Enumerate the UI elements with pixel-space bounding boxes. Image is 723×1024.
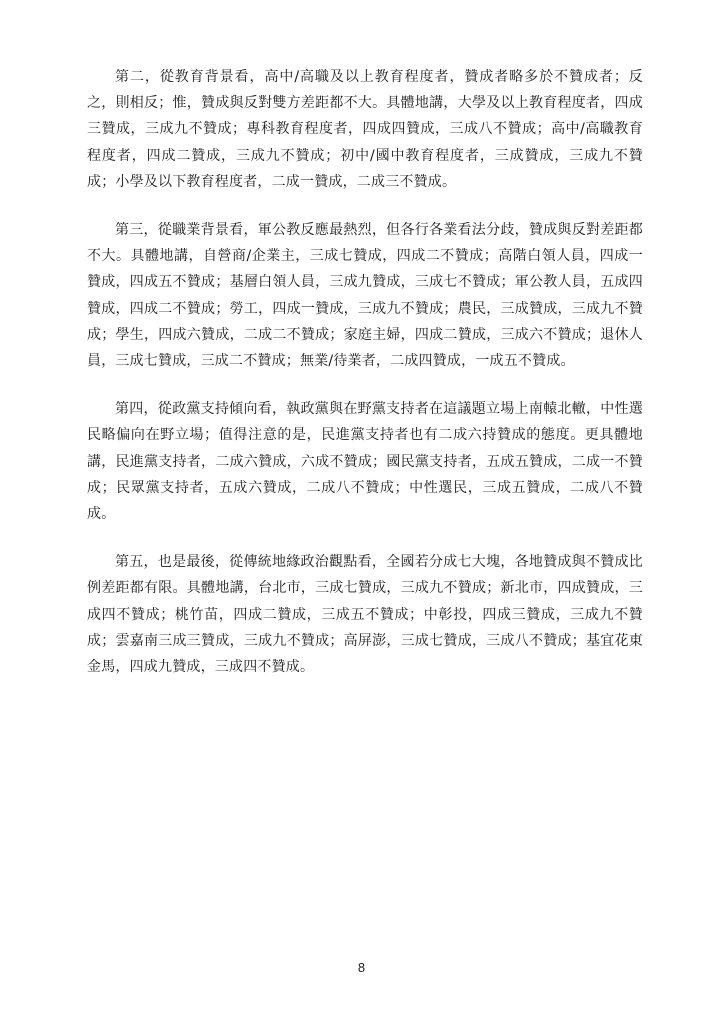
paragraph-occupation: 第三，從職業背景看，軍公教反應最熱烈，但各行各業看法分歧，贊成與反對差距都不大。具體地講，自營商/企業主，三成七贊成，四成二不贊成；高階白領人員，四成一贊成，四成五不贊成；基層白領人員，三成九贊成，三成七不贊成；軍公教人員，五成四贊成，四成二不贊成；勞工，四成一贊成，三成九不贊成；農民，三成贊成，三成九不贊成；學生，四成六贊成，二成二不贊成；家庭主婦，四成二贊成，三成六不贊成；退休人員，三成七贊成，三成二不贊成；無業/待業者，二成四贊成，一成五不贊成。 (87, 222, 643, 370)
page-number: 8 (357, 960, 366, 975)
body-text (87, 64, 643, 702)
paragraph-party: 第四，從政黨支持傾向看，執政黨與在野黨支持者在這議題立場上南轅北轍，中性選民略偏向在野立場；值得注意的是，民進黨支持者也有二成六持贊成的態度。更具體地講，民進黨支持者，二成六贊成，六成不贊成；國民黨支持者，五成五贊成，二成一不贊成；民眾黨支持者，五成六贊成，二成八不贊成；中性選民，三成五贊成，二成八不贊成。 (87, 401, 643, 523)
paragraph-region: 第五，也是最後，從傳統地緣政治觀點看，全國若分成七大塊，各地贊成與不贊成比例差距都有限。具體地講，台北市，三成七贊成，三成九不贊成；新北市，四成贊成，三成四不贊成；桃竹苗，四成二贊成，三成五不贊成；中彰投，四成三贊成，三成九不贊成；雲嘉南三成三贊成，三成九不贊成；高屏澎，三成七贊成，三成八不贊成；基宜花東金馬，四成九贊成，三成四不贊成。 (87, 554, 643, 676)
paragraph-education: 第二，從教育背景看，高中/高職及以上教育程度者，贊成者略多於不贊成者；反之，則相反；惟，贊成與反對雙方差距都不大。具體地講，大學及以上教育程度者，四成三贊成，三成九不贊成；專科教育程度者，四成四贊成，三成八不贊成；高中/高職教育程度者，四成二贊成，三成九不贊成；初中/國中教育程度者，三成贊成，三成九不贊成；小學及以下教育程度者，二成一贊成，二成三不贊成。 (87, 69, 643, 190)
